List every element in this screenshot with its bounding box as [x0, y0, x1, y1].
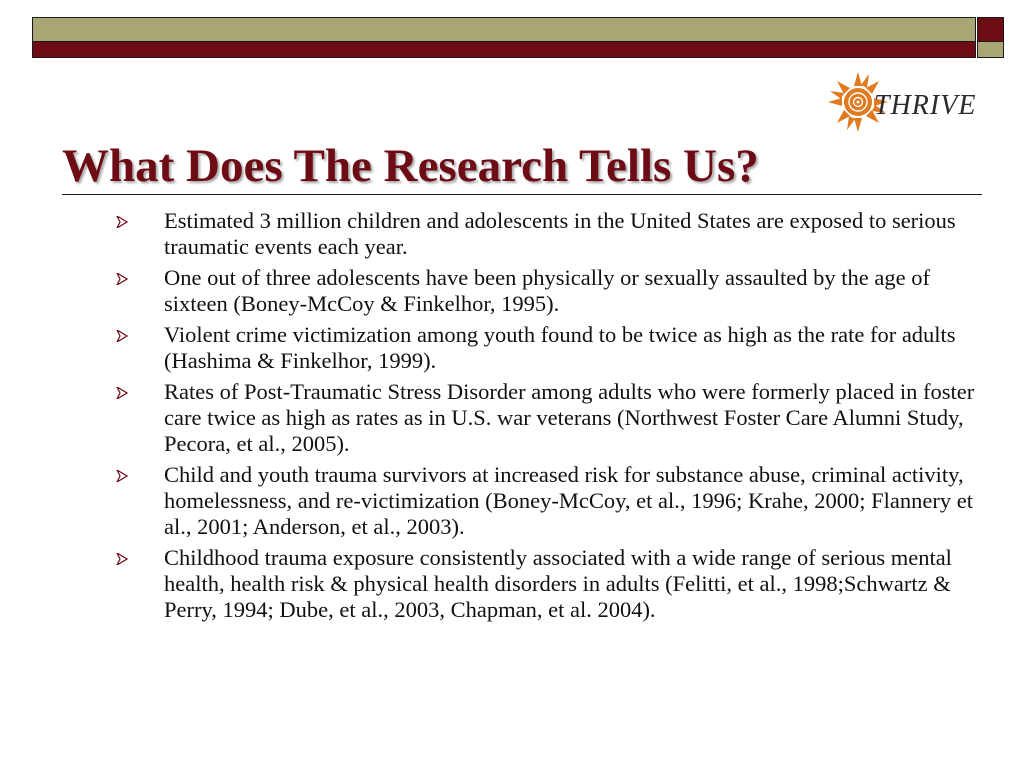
- bullet-text: Childhood trauma exposure consistently associated with a wide range of serious mental health, health risk & physical health disorders in adults (Felitti, et al., 1998;Schwartz & Perry, 1994; Dube, et al., 2003, Chapman, et al. 2004).: [164, 545, 952, 622]
- chevron-arrow-icon: [116, 273, 128, 285]
- bullet-text: Violent crime victimization among youth found to be twice as high as the rate for adults (Hashima & Finkelhor, 1999).: [164, 322, 956, 373]
- bullet-text: One out of three adolescents have been physically or sexually assaulted by the age of sixteen (Boney-McCoy & Finkelhor, 1995).: [164, 265, 930, 316]
- bullet-item: [108, 379, 988, 457]
- header-bar-olive: [32, 17, 976, 42]
- bullet-item: [108, 208, 988, 260]
- bullet-list: [108, 208, 988, 628]
- thrive-logo: [820, 66, 988, 142]
- chevron-arrow-icon: [116, 553, 128, 565]
- title-divider: [62, 194, 982, 195]
- bullet-item: [108, 265, 988, 317]
- bullet-text: Child and youth trauma survivors at increased risk for substance abuse, criminal activity, homelessness, and re-victimization (Boney-McCoy, et al., 1996; Krahe, 2000; Flannery et al., 2001; Anderson, et al., 2003).: [164, 462, 973, 539]
- chevron-arrow-icon: [116, 330, 128, 342]
- bullet-text: Rates of Post-Traumatic Stress Disorder among adults who were formerly placed in foster care twice as high as rates as in U.S. war veterans (Northwest Foster Care Alumni Study, Pecora, et al., 2005).: [164, 379, 975, 456]
- header-square-maroon: [977, 17, 1004, 42]
- slide-title: What Does The Research Tells Us?: [62, 140, 759, 192]
- chevron-arrow-icon: [116, 216, 128, 228]
- bullet-item: [108, 322, 988, 374]
- bullet-item: [108, 545, 988, 623]
- logo-text: THRIVE: [874, 90, 977, 121]
- header-bar-maroon: [32, 42, 976, 58]
- bullet-text: Estimated 3 million children and adolescents in the United States are exposed to serious traumatic events each year.: [164, 208, 956, 259]
- bullet-item: [108, 462, 988, 540]
- chevron-arrow-icon: [116, 470, 128, 482]
- header-square-olive: [977, 42, 1004, 58]
- chevron-arrow-icon: [116, 387, 128, 399]
